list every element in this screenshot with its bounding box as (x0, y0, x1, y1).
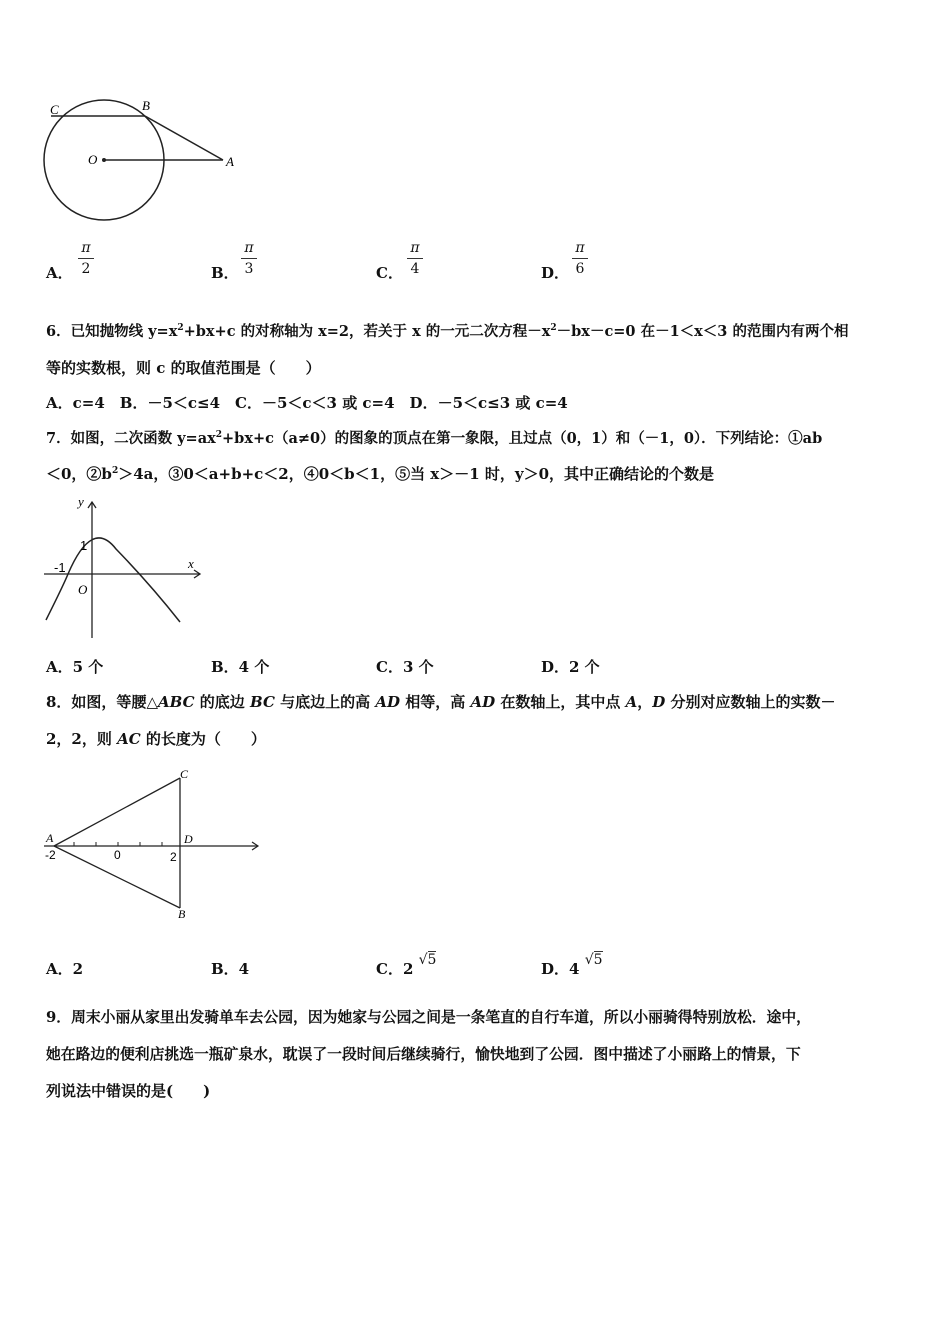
frac-den: 6 (575, 261, 585, 277)
q8-option-a: A．2 (46, 960, 84, 978)
q8-option-c-root: 5 (427, 952, 437, 968)
frac-num: π (410, 240, 420, 256)
q7-text-a: 7．如图，二次函数 y=ax (46, 430, 216, 447)
q5-option-c-label: C． (376, 264, 403, 282)
frac-num: π (81, 240, 91, 256)
tick-two: 2 (170, 850, 177, 864)
q9-line-1 (46, 1006, 811, 1027)
q7-sup-2: 2 (111, 466, 119, 476)
label-a: A (226, 154, 234, 169)
frac-den: 3 (244, 261, 254, 277)
y-label: y (78, 494, 84, 509)
sqrt-icon: √5 (584, 952, 603, 968)
q8-text-c: 与底边上的高 (274, 693, 376, 711)
q8-ad-1: AD (375, 693, 400, 711)
q7-option-d: D．2 个 (541, 658, 600, 676)
label-a: A (46, 831, 54, 845)
q8-line-1 (46, 691, 835, 712)
q8-text-e: 在数轴上，其中点 (495, 693, 626, 711)
q8-text-d: 相等，高 (400, 693, 471, 711)
q9-text-1: 9．周末小丽从家里出发骑单车去公园，因为她家与公园之间是一条笔直的自行车道，所以小丽骑得特别放松．途中， (46, 1009, 811, 1026)
q6-sup-2: 2 (550, 323, 557, 334)
sqrt-icon: √5 (418, 952, 437, 968)
label-c: C (50, 102, 59, 117)
parabola-curve (46, 538, 180, 622)
frac-num: π (575, 240, 585, 256)
q6-line-2 (46, 357, 321, 378)
label-b: B (142, 98, 150, 113)
q7-option-a: A．5 个 (46, 658, 104, 676)
q8-abc: ABC (157, 693, 195, 711)
q5-option-a-label: A． (46, 264, 73, 282)
tick-minus-two: -2 (45, 848, 56, 862)
q5-option-a-fraction (76, 240, 96, 277)
q8-ad-2: AD (470, 693, 496, 711)
q6-line-1 (46, 320, 848, 341)
q5-option-c-fraction (405, 240, 425, 277)
q7-option-b: B．4 个 (211, 658, 270, 676)
q6-options (46, 392, 568, 413)
label-o: O (88, 152, 98, 167)
q5-option-b (211, 262, 239, 283)
label-d: D (184, 832, 193, 846)
frac-den: 4 (410, 261, 420, 277)
q8-option-d-root: 5 (593, 952, 603, 968)
q5-option-a (46, 262, 73, 283)
q8-text-b: 的底边 (194, 693, 250, 711)
q6-options-text: A．c=4 B．－5＜c≤4 C．－5＜c＜3 或 c=4 D．－5＜c≤3 或 c=4 (46, 394, 568, 412)
q7-line-2 (46, 463, 714, 484)
q8-option-c (376, 952, 437, 979)
q8-option-b: B．4 (211, 960, 250, 978)
q6-text-line2: 等的实数根，则 c 的取值范围是（ ） (46, 359, 321, 377)
label-c: C (180, 767, 189, 781)
q8-line-2 (46, 728, 266, 749)
q7-line-1 (46, 427, 822, 448)
q6-text-b: +bx+c 的对称轴为 x=2，若关于 x 的一元二次方程－x (183, 323, 551, 340)
x-label: x (188, 556, 194, 571)
q7-parabola-figure (40, 492, 210, 642)
tick-one: 1 (80, 538, 88, 553)
q6-text-c: －bx－c=0 在－1＜x＜3 的范围内有两个相 (556, 323, 849, 340)
origin-label: O (78, 582, 88, 597)
q8-bc: BC (249, 693, 275, 711)
q5-option-c (376, 262, 403, 283)
q8-triangle-figure (40, 766, 265, 921)
q5-circle-figure (40, 96, 240, 226)
center-point (102, 158, 106, 162)
label-b: B (178, 907, 186, 921)
q7-text-c: ＜0，②b (46, 465, 112, 483)
tick-minus-one: -1 (54, 560, 66, 575)
q8-text-f: 分别对应数轴上的实数－ (665, 693, 836, 711)
q8-option-c-label: C．2 (376, 960, 414, 978)
tangent-ba (145, 116, 223, 160)
q8-text-a: 8．如图，等腰△ (46, 693, 158, 711)
q9-line-3 (46, 1080, 210, 1101)
q8-text-g: 2，2，则 (46, 730, 118, 748)
q7-option-c: C．3 个 (376, 658, 434, 676)
q6-sup-1: 2 (177, 323, 184, 334)
q7-text-b: +bx+c（a≠0）的图象的顶点在第一象限，且过点（0，1）和（－1，0）．下列结论：①ab (222, 430, 823, 447)
q8-d: D (652, 693, 666, 711)
frac-num: π (244, 240, 254, 256)
q8-text-h: 的长度为（ ） (140, 730, 266, 748)
q8-ac: AC (117, 730, 141, 748)
q6-text-a: 6．已知抛物线 y=x (46, 323, 178, 340)
frac-den: 2 (81, 261, 91, 277)
q9-text-3: 列说法中错误的是( ) (46, 1082, 211, 1100)
q9-text-2: 她在路边的便利店挑选一瓶矿泉水，耽误了一段时间后继续骑行，愉快地到了公园．图中描述了小丽路上的情景，下 (46, 1046, 801, 1063)
q8-option-d (541, 952, 603, 979)
q5-option-b-fraction (239, 240, 259, 277)
q8-option-d-label: D．4 (541, 960, 580, 978)
q5-option-d-fraction (570, 240, 590, 277)
side-ac (54, 778, 180, 846)
tick-zero: 0 (114, 848, 121, 862)
q8-a: A (625, 693, 638, 711)
q7-sup-1: 2 (215, 430, 223, 441)
q9-line-2 (46, 1043, 801, 1064)
q5-option-b-label: B． (211, 264, 239, 282)
q8-comma: ， (637, 693, 653, 711)
q7-text-d: ＞4a，③0＜a+b+c＜2，④0＜b＜1，⑤当 x＞－1 时，y＞0，其中正确结论的个数是 (118, 465, 715, 483)
q5-option-d-label: D． (541, 264, 570, 282)
q5-option-d (541, 262, 569, 283)
